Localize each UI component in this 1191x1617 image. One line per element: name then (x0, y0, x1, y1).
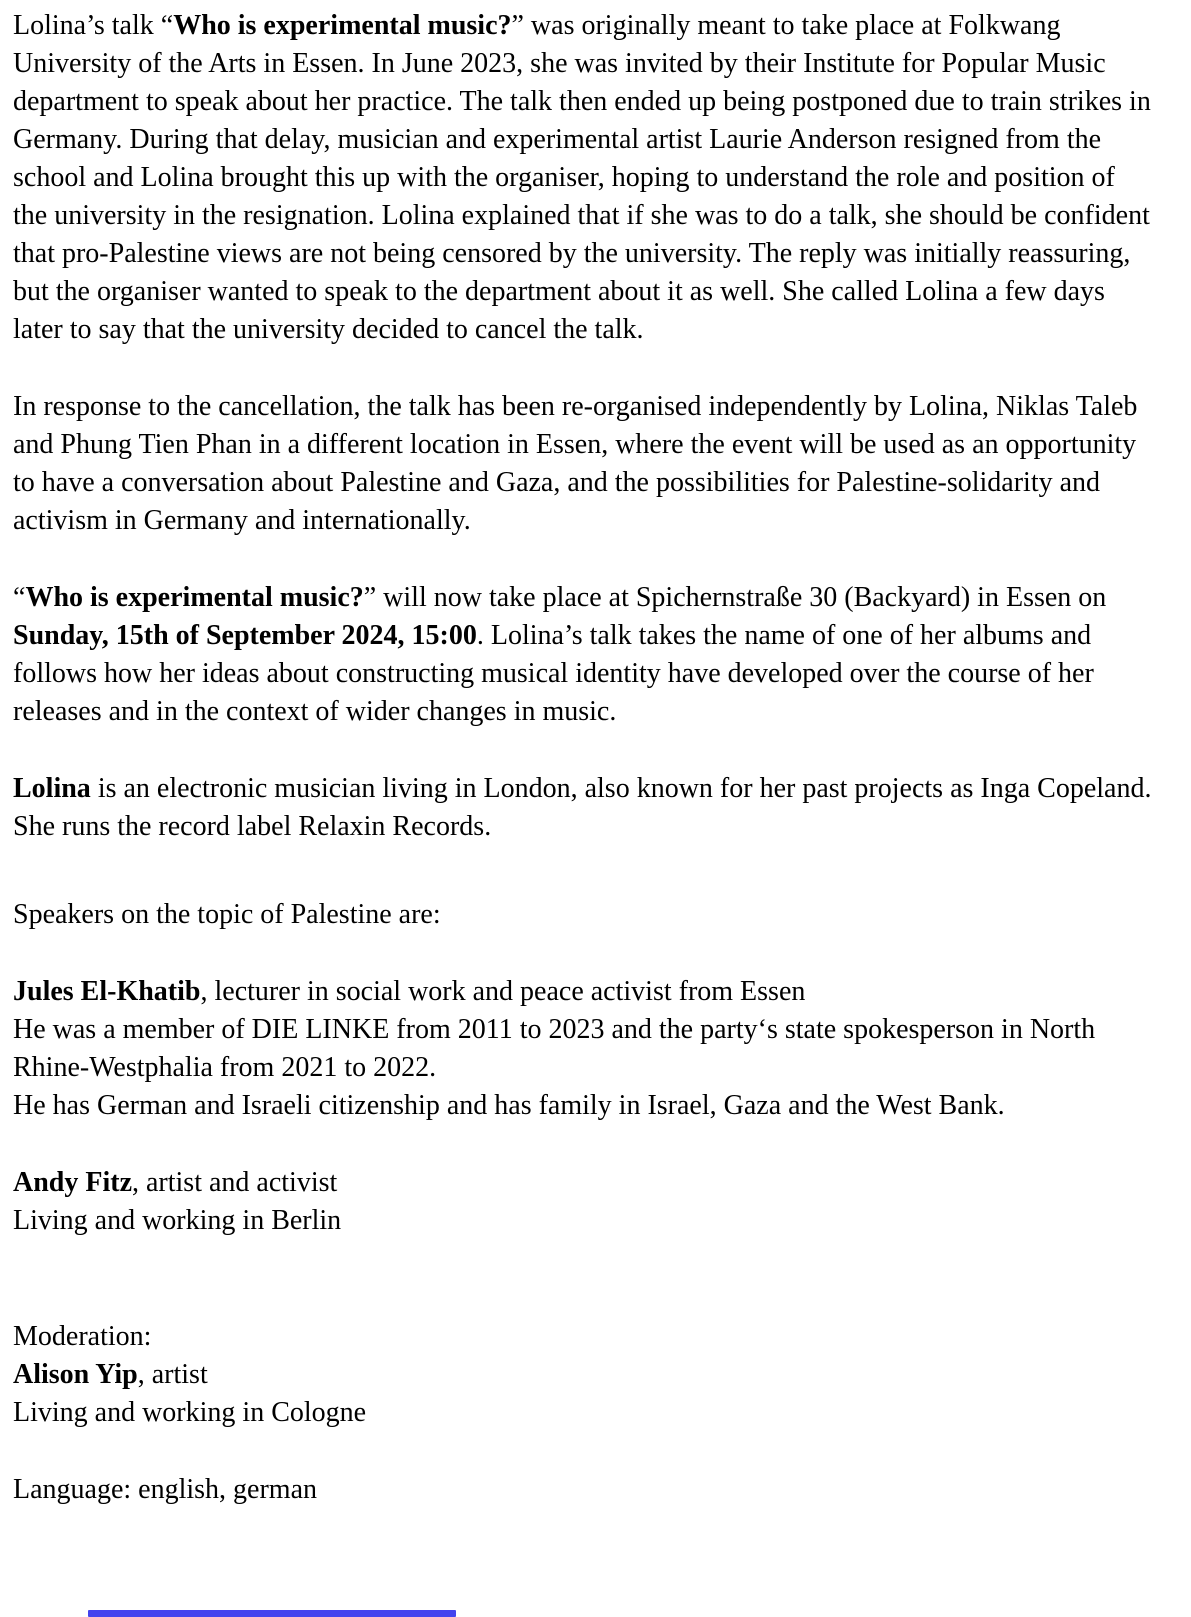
text-run: He was a member of DIE LINKE from 2011 to 2023 and the party‘s state spokesperson in North Rhine-Westphalia from 2021 to 2022. (13, 1014, 1096, 1083)
text-run: He has German and Israeli citizenship and has family in Israel, Gaza and the West Bank. (13, 1090, 1005, 1121)
text-run: Living and working in Cologne (13, 1397, 367, 1428)
bold-text-run: Alison Yip (13, 1359, 138, 1390)
text-run: Moderation: (13, 1321, 152, 1352)
text-run: , lecturer in social work and peace activist from Essen (200, 976, 806, 1007)
text-run: is an electronic musician living in London, also known for her past projects as Inga Copeland. She runs the record label Relaxin Records. (13, 773, 1152, 842)
text-run: Living and working in Berlin (13, 1205, 342, 1236)
text-run: “ (13, 582, 26, 613)
paragraph-reorganisation (13, 388, 1153, 540)
paragraph-speaker-andy (13, 1164, 1153, 1240)
paragraph-intro (13, 7, 1153, 349)
text-run: Language: english, german (13, 1474, 318, 1505)
text-run: Speakers on the topic of Palestine are: (13, 899, 441, 930)
paragraph-moderation (13, 1318, 1153, 1432)
truncated-link-text[interactable] (88, 1610, 456, 1617)
bold-text-run: Jules El-Khatib (13, 976, 201, 1007)
text-run: Lolina’s talk “ (13, 10, 174, 41)
text-run: , artist (137, 1359, 208, 1390)
bold-text-run: Who is experimental music? (25, 582, 364, 613)
paragraph-language (13, 1471, 1153, 1509)
text-run: . Lolina’s talk takes the name of one of her albums and follows how her ideas about constructing musical identity have developed over the course of her releases and in the context of wider changes in music. (13, 620, 1094, 727)
paragraph-speakers-heading (13, 896, 1153, 934)
text-run: ” was originally meant to take place at Folkwang University of the Arts in Essen. In June 2023, she was invited by their Institute for Popular Music department to speak about her practice. The talk then ended up being postponed due to train strikes in Germany. During that delay, musician and experimental artist Laurie Anderson resigned from the school and Lolina brought this up with the organiser, hoping to understand the role and position of the university in the resignation. Lolina explained that if she was to do a talk, she should be confident that pro-Palestine views are not being censored by the university. The reply was initially reassuring, but the organiser wanted to speak to the department about it as well. She called Lolina a few days later to say that the university decided to cancel the talk. (13, 10, 1151, 345)
bold-text-run: Andy Fitz (13, 1167, 132, 1198)
bold-text-run: Who is experimental music? (173, 10, 512, 41)
bold-text-run: Sunday, 15th of September 2024, 15:00 (13, 620, 477, 651)
paragraph-new-venue (13, 579, 1153, 731)
text-run: ” will now take place at Spichernstraße 30 (Backyard) in Essen on (363, 582, 1107, 613)
paragraph-speaker-jules (13, 973, 1153, 1125)
text-run: In response to the cancellation, the talk has been re-organised independently by Lolina, Niklas Taleb and Phung Tien Phan in a different location in Essen, where the event will be used as an opportunity to have a conversation about Palestine and Gaza, and the possibilities for Palestine-solidarity and activism in Germany and internationally. (13, 391, 1138, 536)
paragraph-lolina-bio (13, 770, 1153, 846)
bold-text-run: Lolina (13, 773, 91, 804)
text-run: , artist and activist (132, 1167, 338, 1198)
